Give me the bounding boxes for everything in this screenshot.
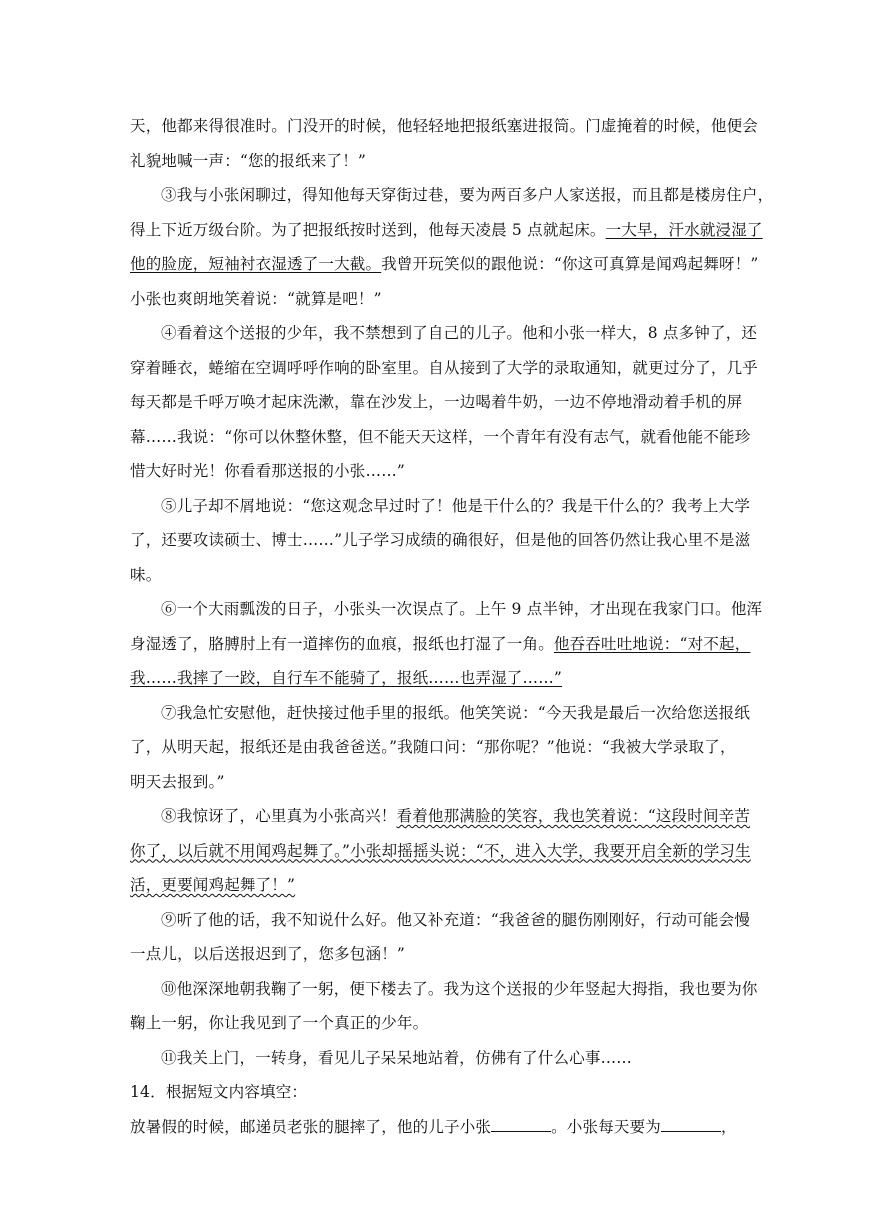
text-span: 身湿透了，胳膊肘上有一道摔伤的血痕，报纸也打湿了一角。 [130,634,554,653]
question-text [130,1110,738,1145]
text-span: ， [721,1117,737,1136]
text-line [130,661,738,696]
text-line: 鞠上一躬，你让我见到了一个真正的少年。 [130,1014,429,1032]
text-span: ⑧我惊讶了，心里真为小张高兴！ [161,807,397,825]
text-line: 小张也爽朗地笑着说：“就算是吧！” [130,289,382,308]
text-line [130,799,751,834]
text-line: 一点儿，以后送报迟到了，您多包涵！” [130,945,406,963]
text-line [130,868,738,903]
text-span: 我曾开玩笑似的跟他说：“你这可真算是闻鸡起舞呀！” [381,255,759,273]
fill-blank[interactable] [661,1115,721,1132]
text-line: 礼貌地喊一声：“您的报纸来了！” [130,151,367,170]
text-line [130,213,763,248]
text-line: ⑥一个大雨瓢泼的日子，小张头一次误点了。上午 9 点半钟，才出现在我家门口。他浑 [161,600,763,618]
wavy-underlined-sentence: 你了，以后就不用闻鸡起舞了。”小张却摇摇头说：“不，进入大学，我要开启全新的学习生 [130,841,751,860]
text-line: ⑪我关上门，一转身，看见儿子呆呆地站着，仿佛有了什么心事…… [161,1048,633,1067]
underlined-sentence: 我……我摔了一跤，自行车不能骑了，报纸……也弄湿了……” [130,669,563,687]
text-line: ③我与小张闲聊过，得知他每天穿街过巷，要为两百多户人家送报，而且都是楼房住户， [161,186,774,204]
text-line: ⑤儿子却不屑地说：“您这观念早过时了！他是干什么的？我是干什么的？我考上大学 [161,496,751,515]
underlined-sentence: 他的脸庞，短袖衬衣湿透了一大截。 [130,255,382,273]
text-line [130,247,759,282]
text-line: 每天都是千呼万唤才起床洗漱，靠在沙发上，一边喝着牛奶，一边不停地滑动着手机的屏 [130,393,743,411]
text-span: 放暑假的时候，邮递员老张的腿摔了，他的儿子小张 [130,1117,492,1136]
text-span: 。小张每天要为 [551,1117,662,1136]
document-page [130,109,774,1144]
question-heading: 14．根据短文内容填空： [130,1083,308,1101]
text-line: 惜大好时光！你看看那送报的小张……” [130,462,406,480]
underlined-sentence: 他吞吞吐吐地说：“对不起， [553,634,751,653]
text-line: 穿着睡衣，蜷缩在空调呼呼作响的卧室里。自从接到了大学的录取通知，就更过分了，几乎 [130,358,759,377]
text-line: 了，还要攻读硕士、博士……”儿子学习成绩的确很好，但是他的回答仍然让我心里不是滋 [130,531,751,549]
text-line: ⑦我急忙安慰他，赶快接过他手里的报纸。他笑笑说：“今天我是最后一次给您送报纸 [161,703,751,722]
text-line: 幕……我说：“你可以休整休整，但不能天天这样，一个青年有没有志气，就看他能不能珍 [130,427,751,446]
text-line: 味。 [130,565,162,584]
text-line: 天，他都来得很准时。门没开的时候，他轻轻地把报纸塞进报筒。门虚掩着的时候，他便会 [130,117,759,135]
text-line: 明天去报到。” [130,772,225,791]
text-line: ⑨听了他的话，我不知说什么好。他又补充道：“我爸爸的腿伤刚刚好，行动可能会慢 [161,910,751,929]
text-line [130,834,751,869]
text-line: ④看着这个送报的少年，我不禁想到了自己的儿子。他和小张一样大，8 点多钟了，还 [161,324,758,342]
underlined-sentence: 一大早，汗水就浸湿了 [605,220,763,239]
text-line: 了，从明天起，报纸还是由我爸爸送。”我随口问：“那你呢？”他说：“我被大学录取了， [130,738,736,756]
text-line: ⑩他深深地朝我鞠了一躬，便下楼去了。我为这个送报的少年竖起大拇指，我也要为你 [161,979,758,998]
fill-blank[interactable] [491,1115,551,1132]
text-span: 得上下近万级台阶。为了把报纸按时送到，他每天凌晨 5 点就起床。 [130,220,606,239]
wavy-underlined-sentence: 活，更要闻鸡起舞了！” [130,876,296,894]
wavy-underlined-sentence: 看着他那满脸的笑容，我也笑着说：“这段时间辛苦 [396,807,751,825]
text-line [130,627,751,662]
